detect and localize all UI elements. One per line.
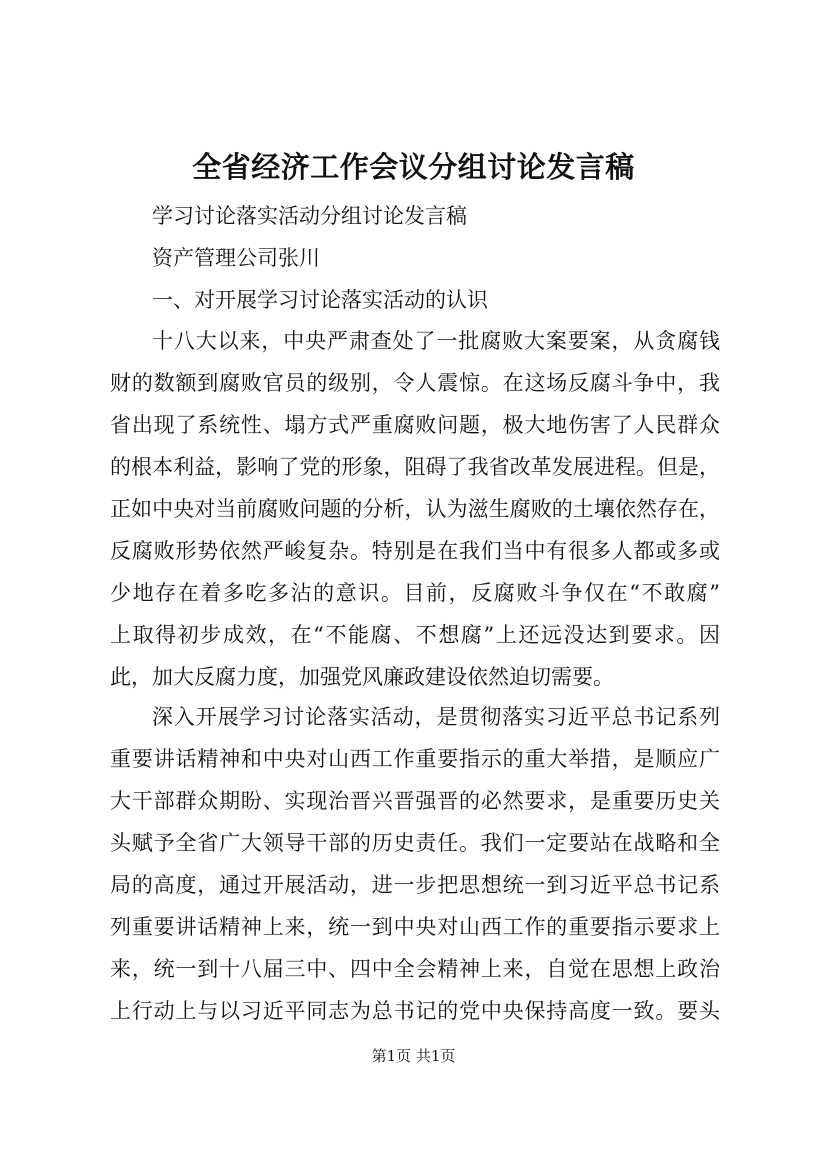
paragraph-line: 反腐败形势依然严峻复杂。特别是在我们当中有很多人都或多或 — [110, 539, 720, 563]
paragraph-line: 的根本利益，影响了党的形象，阻碍了我省改革发展进程。但是， — [110, 455, 720, 479]
section-heading: 一、对开展学习讨论落实活动的认识 — [152, 288, 488, 312]
paragraph-line: 正如中央对当前腐败问题的分析，认为滋生腐败的土壤依然存在， — [110, 497, 720, 521]
paragraph-line: 上行动上与以习近平同志为总书记的党中央保持高度一致。要头 — [110, 999, 720, 1023]
paragraph-line: 省出现了系统性、塌方式严重腐败问题，极大地伤害了人民群众 — [110, 413, 720, 437]
page-number-footer: 第1页 共1页 — [371, 1047, 456, 1065]
paragraph-line: 财的数额到腐败官员的级别，令人震惊。在这场反腐斗争中，我 — [110, 371, 720, 395]
paragraph-line: 列重要讲话精神上来，统一到中央对山西工作的重要指示要求上 — [110, 915, 720, 939]
paragraph-line: 上取得初步成效，在“不能腐、不想腐”上还远没达到要求。因 — [110, 623, 720, 647]
paragraph-line: 少地存在着多吃多沾的意识。目前，反腐败斗争仅在“不敢腐” — [110, 581, 720, 605]
author-line: 资产管理公司张川 — [152, 246, 320, 270]
subtitle: 学习讨论落实活动分组讨论发言稿 — [152, 204, 467, 228]
paragraph-line: 重要讲话精神和中央对山西工作重要指示的重大举措，是顺应广 — [110, 747, 720, 771]
paragraph-line: 十八大以来，中央严肃查处了一批腐败大案要案，从贪腐钱 — [152, 329, 720, 353]
document-title: 全省经济工作会议分组讨论发言稿 — [192, 150, 635, 184]
paragraph-line: 深入开展学习讨论落实活动，是贯彻落实习近平总书记系列 — [152, 705, 720, 729]
paragraph-line: 头赋予全省广大领导干部的历史责任。我们一定要站在战略和全 — [110, 831, 720, 855]
paragraph-line: 大干部群众期盼、实现治晋兴晋强晋的必然要求，是重要历史关 — [110, 789, 720, 813]
paragraph-line: 局的高度，通过开展活动，进一步把思想统一到习近平总书记系 — [110, 873, 720, 897]
paragraph-line: 来，统一到十八届三中、四中全会精神上来，自觉在思想上政治 — [110, 957, 720, 981]
paragraph-line: 此，加大反腐力度，加强党风廉政建设依然迫切需要。 — [110, 665, 614, 689]
